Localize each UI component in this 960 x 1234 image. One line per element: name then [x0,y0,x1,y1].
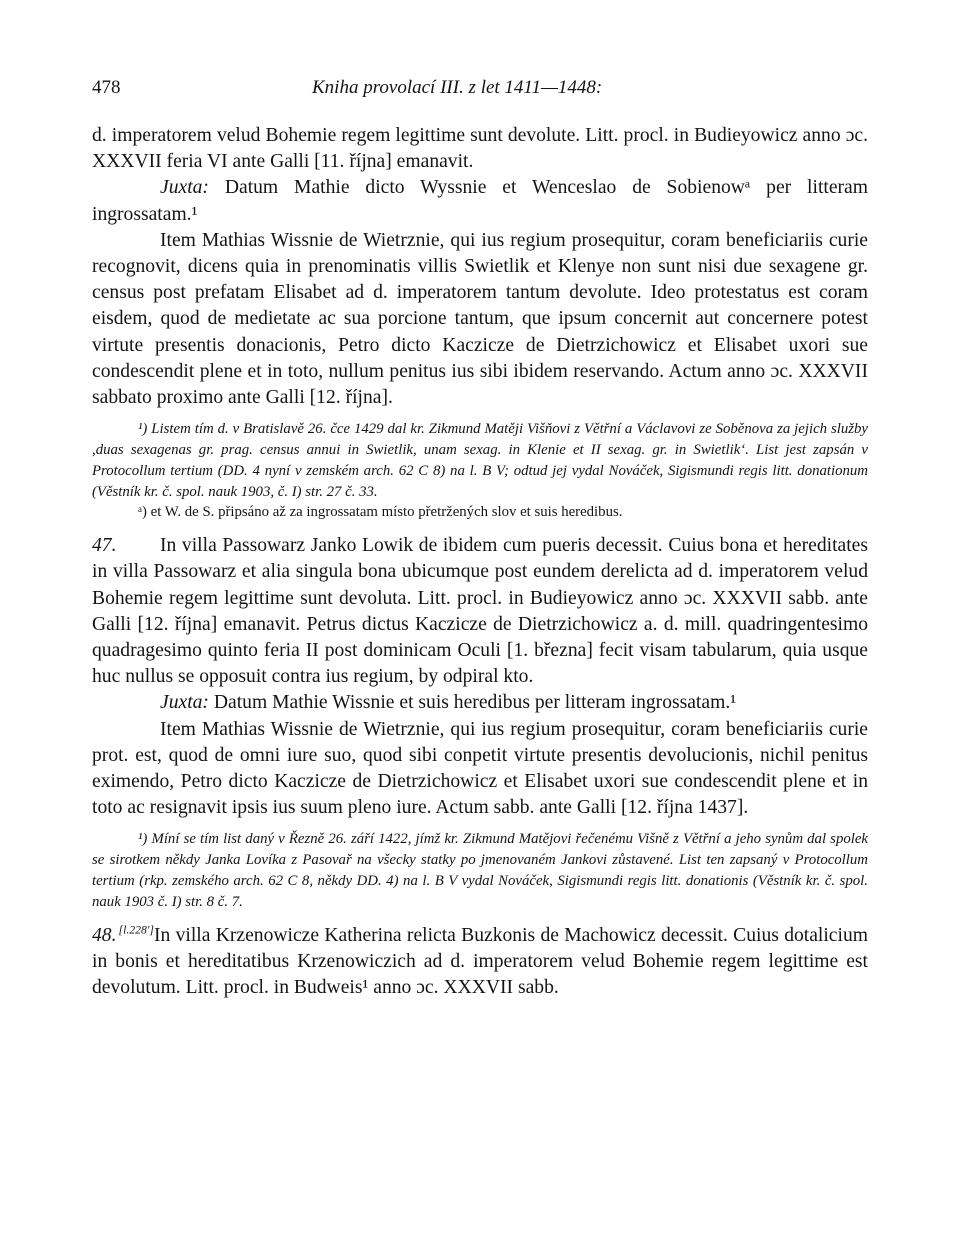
page-header [92,77,868,103]
entry-48-body: In villa Krzenowicze Katherina relicta Buzkonis de Machowicz decessit. Cuius dotalicium in bonis et hereditatibus Krzenowiczich ad d. imperatorem velud Bohemie regem legittime est devolutum. Litt. procl. in Budweis¹ anno ɔc. XXXVII sabb. [92,924,868,999]
paragraph-continuation: d. imperatorem velud Bohemie regem legittime sunt devolute. Litt. procl. in Budieyowicz anno ɔc. XXXVII feria VI ante Galli [11. října] emanavit. [92,125,868,173]
footnote-47-1: ¹) Míní se tím list daný v Řezně 26. září 1422, jímž kr. Zikmund Matějovi řečenému Višně z Větřní a jeho synům dal spolek se sirotkem někdy Janka Lovíka z Pasovař na všecky statky po jmenovaném Jankovi zůstavené. List ten zapsaný v Protocollum tertium (rkp. zemského arch. 62 C 8, někdy DD. 4) na l. B V vydal Nováček, Sigismundi regis litt. donationis (Věstník kr. č. spol. nauk 1903 č. I) str. 8 č. 7. [92,831,868,910]
paragraph-item: Item Mathias Wissnie de Wietrznie, qui ius regium prosequitur, coram beneficiariis curie recognovit, dicens quia in prenominatis villis Swietlik et Klenye non sunt nisi due sexagene gr. census post prefatam Elisabet ad d. imperatorem tantum devolute. Ideo protestatus est coram eisdem, quod de medietate ac sua porcione tantum, que ipsum concernit aut concernere potest virtute presentis donacionis, Petro dicto Kaczicze de Dietrzichowicz et Elisabet uxori sue condescendit plene et in toto, nullum penitus ius sibi ibidem reservando. Actum anno ɔc. XXXVII sabbato proximo ante Galli [12. října]. [92,229,868,409]
page-number: 478 [92,77,121,98]
folio-mark: [l.228'] [118,923,154,937]
juxta-label: Juxta: [160,692,209,714]
entry-47 [92,533,868,821]
entry-number: 47. [92,535,117,557]
footnotes-block-2 [92,829,868,912]
entry-48-text [92,923,868,1002]
footnote-a: ᵃ) et W. de S. připsáno až za ingrossatam místo přetržených slov et suis heredibus. [138,504,623,521]
paragraph-juxta [92,175,868,227]
entry-47-text [92,533,868,690]
page-body [92,123,868,1001]
entry-48 [92,923,868,1002]
running-title: Kniha provolací III. z let 1411—1448: [312,77,603,98]
juxta-text: Datum Mathie dicto Wyssnie et Wenceslao de Sobienowᵃ per litteram ingrossatam.¹ [92,177,868,225]
footnote-1: ¹) Listem tím d. v Bratislavě 26. čce 1429 dal kr. Zikmund Matěji Višňovi z Větřní a Václavovi ze Soběnova za jejich služby ,duas sexagenas gr. prag. census annui in Swietlik, unam sexag. in Klenie et II sexag. gr. in Swietlik‘. List jest zapsán v Protocollum tertium (DD. 4 nyní v zemském arch. 62 C 8) na l. B V; odtud jej vydal Nováček, Sigismundi regis litt. donationum (Věstník kr. č. spol. nauk 1903, č. I) str. 27 č. 33. [92,421,868,500]
entry-47-juxta [92,690,868,716]
juxta-text: Datum Mathie Wissnie et suis heredibus per litteram ingrossatam.¹ [208,692,737,714]
entry-47-body: In villa Passowarz Janko Lowik de ibidem cum pueris decessit. Cuius bona et hereditates in villa Passowarz et alia singula bona ubicumque post eundem derelicta ad d. imperatorem velud Bohemie regem legittime sunt devoluta. Litt. procl. in Budieyowicz anno ɔc. XXXVII sabb. ante Galli [12. října] emanavit. Petrus dictus Kaczicze de Dietrzichowicz a. d. mill. quadringentesimo quadragesimo quinto feria II post dominicam Oculi [1. března] fecit visam tabularum, quia usque huc nullus se opposuit contra ius regium, by odpiral kto. [92,535,868,688]
juxta-label: Juxta: [160,177,209,199]
footnotes-block-1 [92,419,868,523]
entry-47-item: Item Mathias Wissnie de Wietrznie, qui ius regium prosequitur, coram beneficiariis curie prot. est, quod de omni iure suo, quod sibi conpetit virtute presentis devolucionis, nichil penitus eximendo, Petro dicto Kaczicze de Dietrzichowicz et Elisabet uxori sue condescendit plene et in toto ac resignavit ipsis ius suum pleno iure. Actum sabb. ante Galli [12. října 1437]. [92,718,868,819]
entry-number: 48. [92,924,117,946]
